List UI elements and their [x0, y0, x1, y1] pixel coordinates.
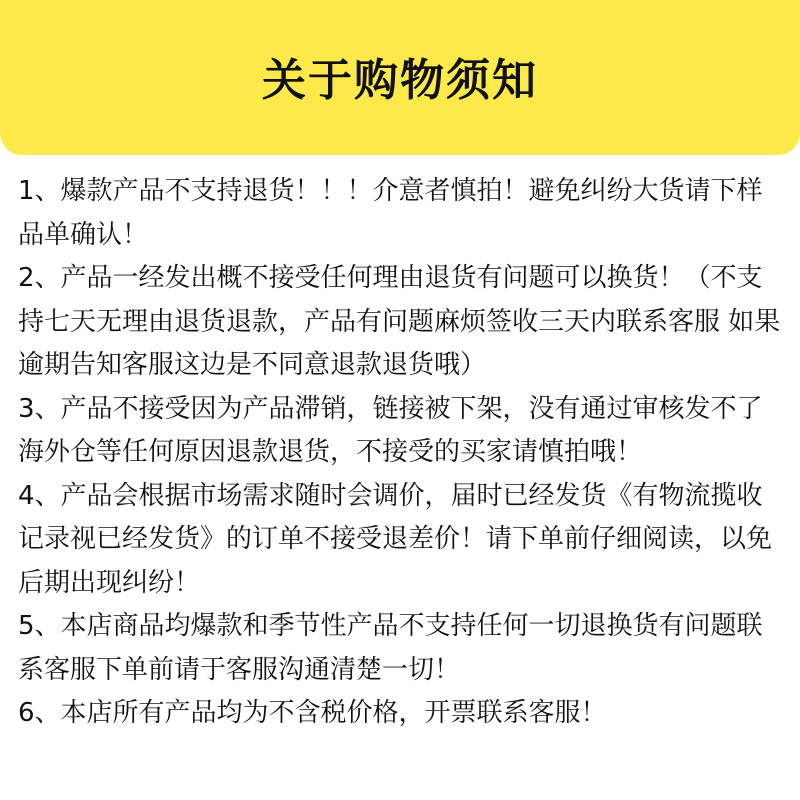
rule-item-6: 6、本店所有产品均为不含税价格，开票联系客服！	[18, 698, 607, 728]
rule-item-4: 4、产品会根据市场需求随时会调价，届时已经发货《有物流揽收记录视已经发货》的订单不接受退差价！请下单前仔细阅读，以免后期出现纠纷！	[18, 480, 773, 598]
rule-item-5: 5、本店商品均爆款和季节性产品不支持任何一切退换货有问题联系客服下单前请于客服沟通清楚一切！	[18, 611, 763, 685]
rule-item-3: 3、产品不接受因为产品滞销，链接被下架，没有通过审核发不了海外仓等任何原因退款退货，不接受的买家请慎拍哦！	[18, 393, 763, 467]
rule-item-1: 1、爆款产品不支持退货！！！介意者慎拍！避免纠纷大货请下样品单确认！	[18, 176, 763, 250]
page-title: 关于购物须知	[262, 54, 538, 106]
title-banner	[0, 0, 800, 155]
rules-list	[18, 170, 786, 736]
rule-item-2: 2、产品一经发出概不接受任何理由退货有问题可以换货！（不支持七天无理由退货退款，产品有问题麻烦签收三天内联系客服 如果逾期告知客服这边是不同意退款退货哦）	[18, 263, 781, 380]
